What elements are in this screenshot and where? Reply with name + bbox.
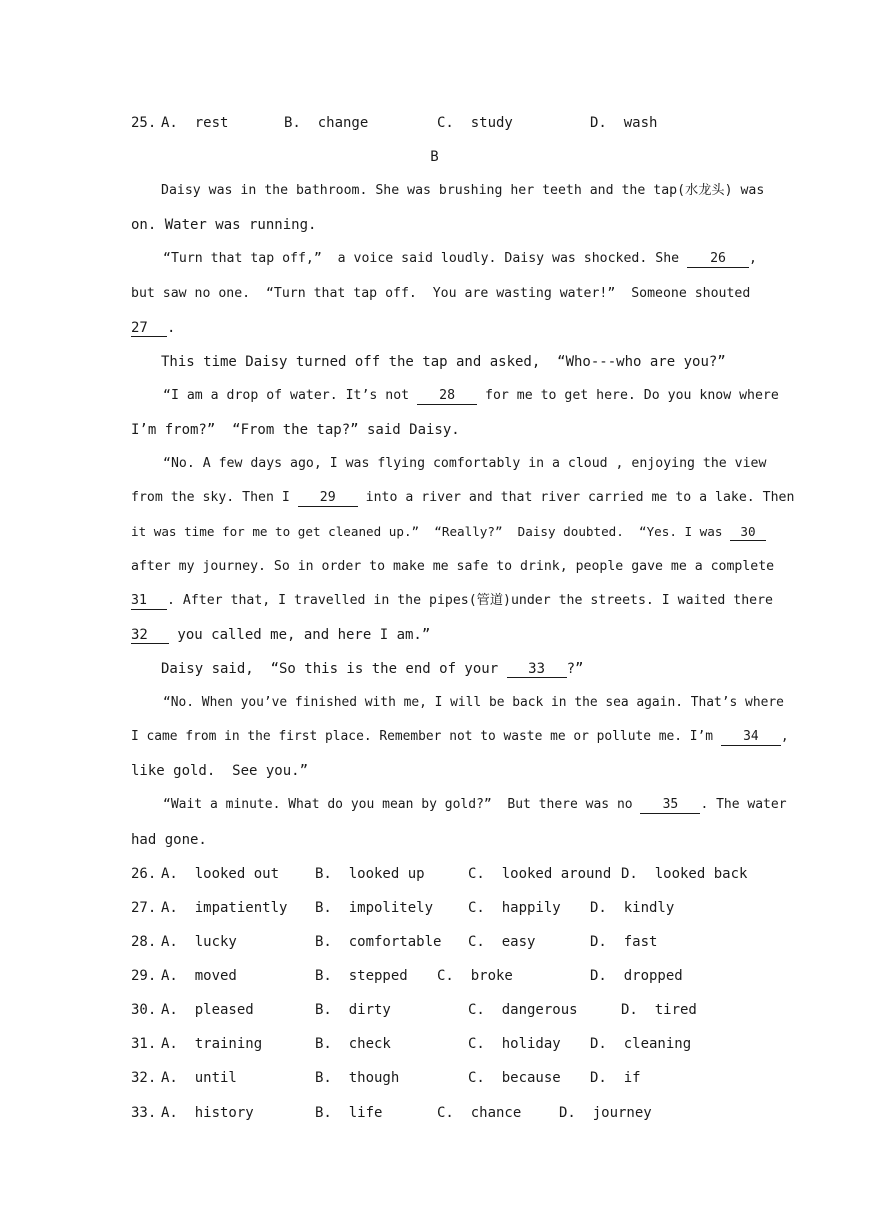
passage-line: “Turn that tap off,” a voice said loudly. Daisy was shocked. She 26 , <box>163 251 757 266</box>
blank-33[interactable]: 33 <box>507 661 567 678</box>
option-b: B. though <box>315 1070 400 1086</box>
option-c: C. holiday <box>468 1036 561 1052</box>
blank-32[interactable]: 32 <box>131 627 169 644</box>
option-d: D. cleaning <box>590 1036 692 1052</box>
option-d: D. journey <box>559 1105 652 1121</box>
blank-31[interactable]: 31 <box>131 593 167 610</box>
section-heading: B <box>430 149 439 165</box>
option-a: A. looked out <box>161 866 280 882</box>
question-number: 25. <box>131 115 157 131</box>
option-c: C. study <box>437 115 513 131</box>
passage-line: I came from in the first place. Remember not to waste me or pollute me. I’m 34 , <box>131 729 789 744</box>
option-c: C. easy <box>468 934 536 950</box>
passage-line: like gold. See you.” <box>131 763 309 779</box>
option-d: D. fast <box>590 934 658 950</box>
blank-26[interactable]: 26 <box>687 251 749 268</box>
passage-line: “No. When you’ve finished with me, I will be back in the sea again. That’s where <box>163 695 784 710</box>
option-d: D. wash <box>590 115 658 131</box>
passage-line: “I am a drop of water. It’s not 28 for me to get here. Do you know where <box>163 388 779 403</box>
option-a: A. pleased <box>161 1002 254 1018</box>
question-number: 32. <box>131 1070 157 1086</box>
option-a: A. lucky <box>161 934 237 950</box>
passage-line: on. Water was running. <box>131 217 317 233</box>
option-d: D. kindly <box>590 900 675 916</box>
option-c: C. broke <box>437 968 513 984</box>
passage-line: 32 you called me, and here I am.” <box>131 627 431 643</box>
question-number: 29. <box>131 968 157 984</box>
passage-line: had gone. <box>131 832 207 848</box>
option-a: A. moved <box>161 968 237 984</box>
passage-line: “No. A few days ago, I was flying comfortably in a cloud , enjoying the view <box>163 456 767 471</box>
option-d: D. if <box>590 1070 641 1086</box>
question-number: 28. <box>131 934 157 950</box>
question-number: 33. <box>131 1105 157 1121</box>
passage-line: I’m from?” “From the tap?” said Daisy. <box>131 422 460 438</box>
option-d: D. dropped <box>590 968 683 984</box>
option-d: D. looked back <box>621 866 748 882</box>
option-c: C. happily <box>468 900 561 916</box>
option-b: B. change <box>284 115 369 131</box>
blank-30[interactable]: 30 <box>730 524 766 541</box>
passage-line: from the sky. Then I 29 into a river and that river carried me to a lake. Then <box>131 490 795 505</box>
option-b: B. impolitely <box>315 900 434 916</box>
option-a: A. history <box>161 1105 254 1121</box>
passage-line: 31 . After that, I travelled in the pipes(管道)under the streets. I waited there <box>131 593 773 608</box>
option-c: C. looked around <box>468 866 612 882</box>
option-b: B. comfortable <box>315 934 442 950</box>
option-c: C. dangerous <box>468 1002 578 1018</box>
passage-line: 27 . <box>131 320 176 336</box>
question-number: 27. <box>131 900 157 916</box>
blank-34[interactable]: 34 <box>721 729 781 746</box>
passage-line: but saw no one. “Turn that tap off. You are wasting water!” Someone shouted <box>131 286 751 301</box>
question-number: 31. <box>131 1036 157 1052</box>
option-b: B. looked up <box>315 866 425 882</box>
passage-line: Daisy was in the bathroom. She was brushing her teeth and the tap(水龙头) was <box>161 183 765 198</box>
option-b: B. life <box>315 1105 383 1121</box>
option-a: A. training <box>161 1036 263 1052</box>
passage-line: “Wait a minute. What do you mean by gold?” But there was no 35 . The water <box>163 797 787 812</box>
passage-line: it was time for me to get cleaned up.” “Really?” Daisy doubted. “Yes. I was 30 <box>131 522 766 542</box>
option-d: D. tired <box>621 1002 697 1018</box>
question-number: 30. <box>131 1002 157 1018</box>
passage-line: after my journey. So in order to make me safe to drink, people gave me a complete <box>131 559 775 574</box>
option-b: B. stepped <box>315 968 408 984</box>
option-b: B. check <box>315 1036 391 1052</box>
blank-27[interactable]: 27 <box>131 320 167 337</box>
option-a: A. impatiently <box>161 900 288 916</box>
blank-35[interactable]: 35 <box>640 797 700 814</box>
option-a: A. until <box>161 1070 237 1086</box>
blank-29[interactable]: 29 <box>298 490 358 507</box>
passage-line: This time Daisy turned off the tap and asked, “Who---who are you?” <box>161 354 726 370</box>
blank-28[interactable]: 28 <box>417 388 477 405</box>
option-a: A. rest <box>161 115 229 131</box>
question-number: 26. <box>131 866 157 882</box>
option-b: B. dirty <box>315 1002 391 1018</box>
passage-line: Daisy said, “So this is the end of your 33 ?” <box>161 661 584 677</box>
option-c: C. chance <box>437 1105 522 1121</box>
option-c: C. because <box>468 1070 561 1086</box>
